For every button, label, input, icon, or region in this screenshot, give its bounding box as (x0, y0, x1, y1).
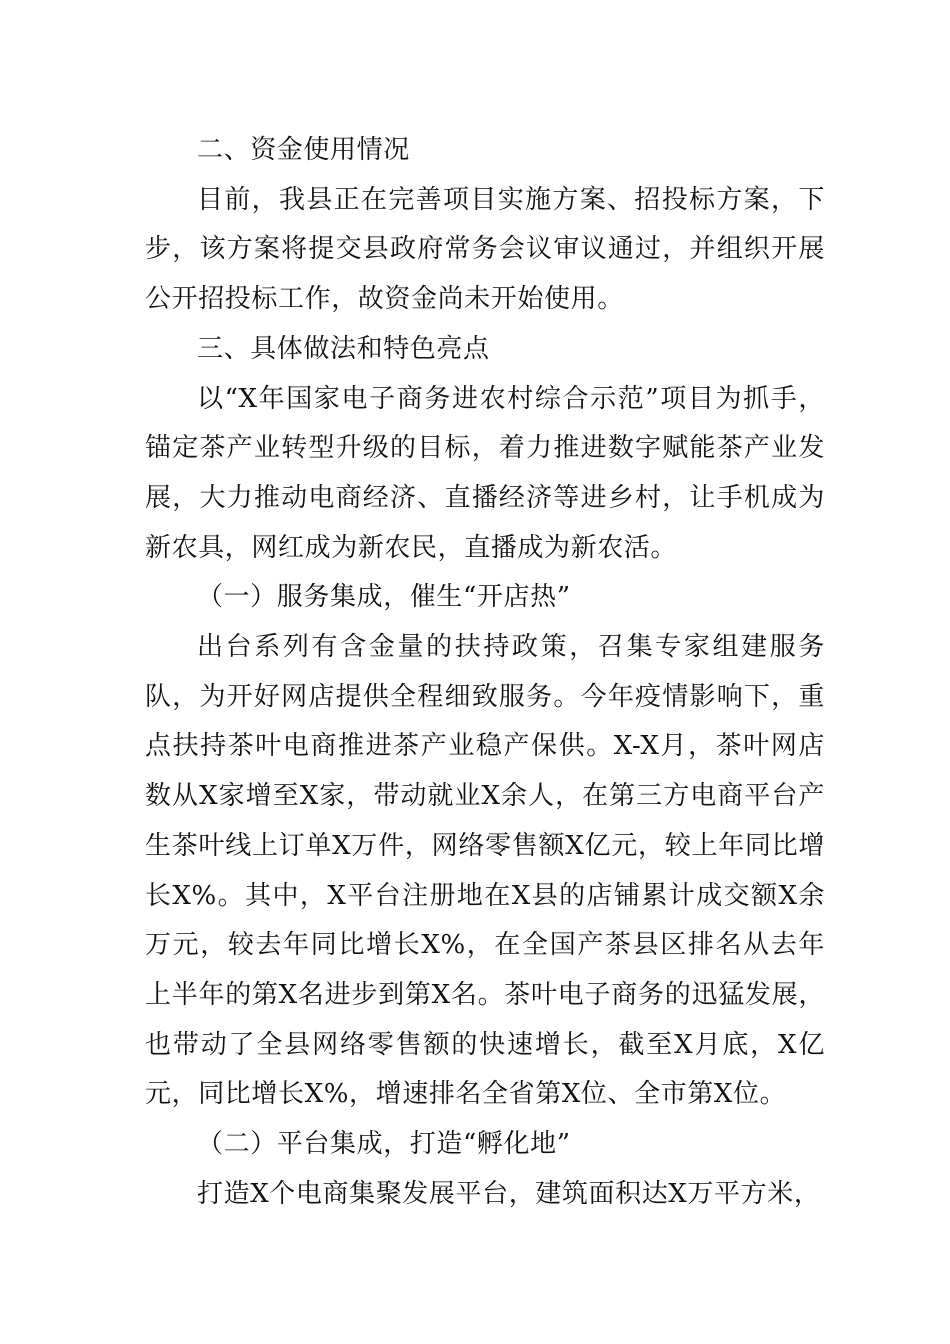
subsection-heading-platform-integration: （二）平台集成，打造“孵化地” (197, 1129, 571, 1160)
paragraph-practices-intro: 以“X年国家电子商务进农村综合示范”项目为抓手，锚定茶产业转型升级的目标，着力推进数字赋能茶产业发展，大力推动电商经济、直播经济等进乡村，让手机成为新农具，网红成为新农民，直播成为新农活。 (145, 383, 825, 563)
section-heading-practices-highlights: 三、具体做法和特色亮点 (197, 333, 490, 364)
section-heading-funds-usage: 二、资金使用情况 (197, 135, 410, 165)
document-body (145, 126, 825, 1219)
paragraph-platform-integration: 打造X个电商集聚发展平台，建筑面积达X万平方米， (197, 1178, 821, 1209)
paragraph-funds-usage: 目前，我县正在完善项目实施方案、招投标方案，下步，该方案将提交县政府常务会议审议通过，并组织开展公开招投标工作，故资金尚未开始使用。 (145, 184, 825, 315)
paragraph-service-integration: 出台系列有含金量的扶持政策，召集专家组建服务队，为开好网店提供全程细致服务。今年疫情影响下，重点扶持茶叶电商推进茶产业稳产保供。X-X月，茶叶网店数从X家增至X家，带动就业X余人，在第三方电商平台产生茶叶线上订单X万件，网络零售额X亿元，较上年同比增长X%。其中，X平台注册地在X县的店铺累计成交额X余万元，较去年同比增长X%，在全国产茶县区排名从去年上半年的第X名进步到第X名。茶叶电子商务的迅猛发展，也带动了全县网络零售额的快速增长，截至X月底，X亿元，同比增长X%，增速排名全省第X位、全市第X位。 (145, 632, 825, 1110)
subsection-heading-service-integration: （一）服务集成，催生“开店热” (197, 582, 571, 613)
